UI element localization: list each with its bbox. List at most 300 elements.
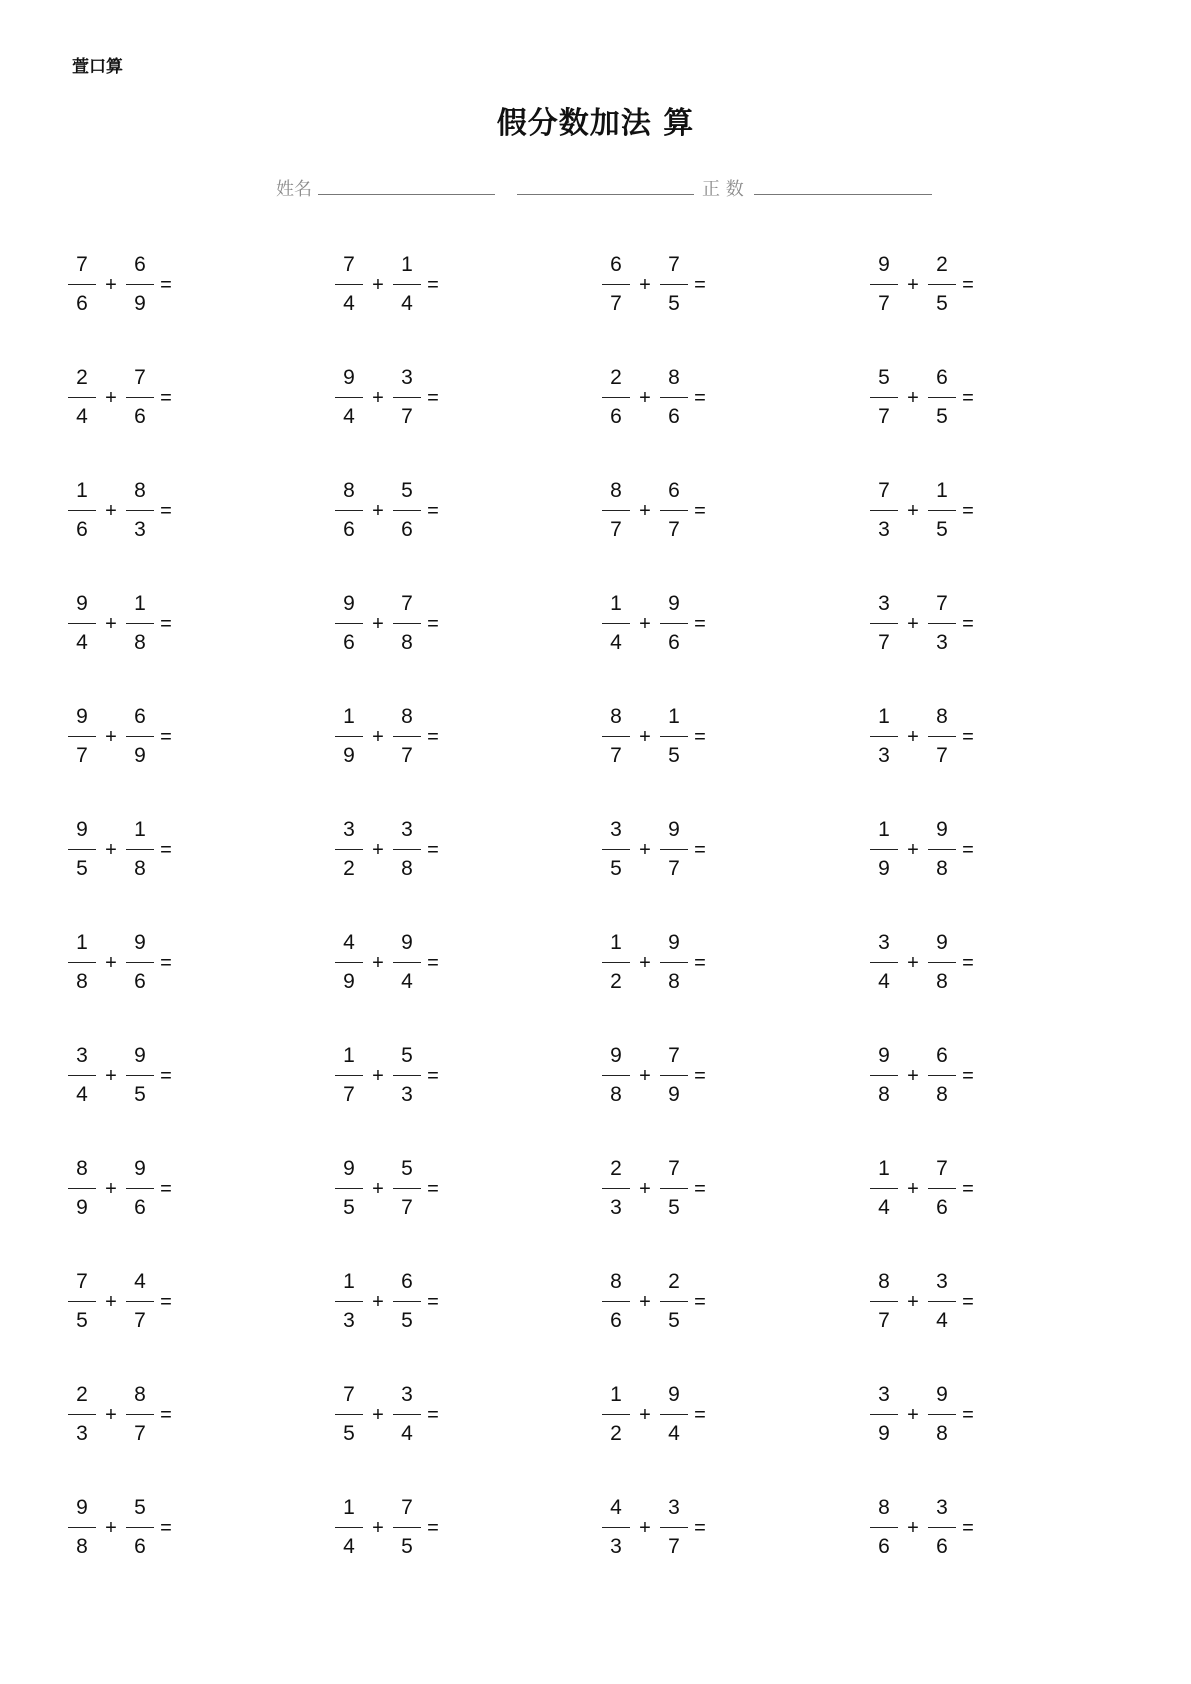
denominator: 4 <box>343 291 355 315</box>
fraction <box>392 253 422 318</box>
equals-sign: = <box>427 951 439 974</box>
problem-item <box>601 1264 711 1340</box>
denominator: 5 <box>936 291 948 315</box>
fraction-bar <box>68 397 96 398</box>
plus-sign: + <box>907 838 919 861</box>
plus-sign: + <box>907 1177 919 1200</box>
problem-item <box>334 1377 444 1453</box>
fraction-bar <box>870 849 898 850</box>
denominator: 4 <box>76 1082 88 1106</box>
fraction-bar <box>393 1188 421 1189</box>
equals-sign: = <box>694 1403 706 1426</box>
plus-sign: + <box>372 1177 384 1200</box>
problem-item <box>334 1038 444 1114</box>
fraction-bar <box>68 284 96 285</box>
fraction <box>869 1270 899 1335</box>
denominator: 3 <box>134 517 146 541</box>
denominator: 9 <box>668 1082 680 1106</box>
denominator: 3 <box>936 630 948 654</box>
numerator: 3 <box>343 817 355 841</box>
denominator: 7 <box>401 743 413 767</box>
fraction <box>601 366 631 431</box>
numerator: 9 <box>610 1043 622 1067</box>
fraction-bar <box>335 736 363 737</box>
fraction <box>601 1383 631 1448</box>
denominator: 5 <box>936 517 948 541</box>
numerator: 7 <box>401 1495 413 1519</box>
denominator: 6 <box>936 1195 948 1219</box>
fraction-bar <box>870 736 898 737</box>
fraction <box>392 479 422 544</box>
plus-sign: + <box>639 1064 651 1087</box>
problem-item <box>869 1038 979 1114</box>
numerator: 3 <box>76 1043 88 1067</box>
fraction-bar <box>68 623 96 624</box>
equals-sign: = <box>427 1177 439 1200</box>
numerator: 7 <box>343 1382 355 1406</box>
numerator: 1 <box>668 704 680 728</box>
numerator: 6 <box>134 704 146 728</box>
problem-item <box>67 1264 177 1340</box>
numerator: 1 <box>134 591 146 615</box>
fraction-bar <box>870 397 898 398</box>
plus-sign: + <box>639 1403 651 1426</box>
plus-sign: + <box>105 612 117 635</box>
denominator: 3 <box>610 1195 622 1219</box>
fraction <box>601 1044 631 1109</box>
fraction-bar <box>660 510 688 511</box>
equals-sign: = <box>160 951 172 974</box>
fraction <box>334 253 364 318</box>
numerator: 9 <box>668 930 680 954</box>
denominator: 6 <box>878 1534 890 1558</box>
denominator: 4 <box>610 630 622 654</box>
numerator: 9 <box>343 1156 355 1180</box>
numerator: 6 <box>936 365 948 389</box>
plus-sign: + <box>105 1177 117 1200</box>
denominator: 7 <box>668 856 680 880</box>
fraction <box>392 1496 422 1561</box>
fraction <box>125 818 155 883</box>
fraction-bar <box>660 1301 688 1302</box>
plus-sign: + <box>372 838 384 861</box>
denominator: 9 <box>134 743 146 767</box>
fraction-bar <box>660 284 688 285</box>
fraction-bar <box>660 736 688 737</box>
fraction <box>659 592 689 657</box>
numerator: 7 <box>134 365 146 389</box>
plus-sign: + <box>372 1403 384 1426</box>
fraction-bar <box>335 1075 363 1076</box>
numerator: 1 <box>343 1043 355 1067</box>
denominator: 7 <box>878 630 890 654</box>
problem-item <box>601 1377 711 1453</box>
denominator: 5 <box>343 1421 355 1445</box>
fraction <box>869 1496 899 1561</box>
fraction-bar <box>126 397 154 398</box>
fraction-bar <box>393 962 421 963</box>
fraction <box>659 1044 689 1109</box>
plus-sign: + <box>372 1290 384 1313</box>
numerator: 3 <box>610 817 622 841</box>
plus-sign: + <box>372 499 384 522</box>
fraction-bar <box>335 1414 363 1415</box>
problem-item <box>67 1151 177 1227</box>
problem-item <box>869 473 979 549</box>
fraction <box>869 592 899 657</box>
plus-sign: + <box>372 612 384 635</box>
page-title: 假分数加法 算 <box>496 106 695 141</box>
denominator: 3 <box>401 1082 413 1106</box>
denominator: 8 <box>610 1082 622 1106</box>
denominator: 6 <box>134 1534 146 1558</box>
fraction <box>392 1044 422 1109</box>
problem-item <box>67 586 177 662</box>
numerator: 9 <box>343 365 355 389</box>
equals-sign: = <box>427 386 439 409</box>
fraction <box>392 705 422 770</box>
denominator: 7 <box>134 1308 146 1332</box>
equals-sign: = <box>962 1064 974 1087</box>
denominator: 3 <box>610 1534 622 1558</box>
denominator: 4 <box>343 1534 355 1558</box>
numerator: 3 <box>936 1495 948 1519</box>
denominator: 7 <box>878 291 890 315</box>
problem-item <box>67 1490 177 1566</box>
numerator: 8 <box>936 704 948 728</box>
fraction-bar <box>126 1075 154 1076</box>
fraction-bar <box>335 1301 363 1302</box>
fraction-bar <box>602 1188 630 1189</box>
fraction <box>392 1270 422 1335</box>
problem-item <box>334 699 444 775</box>
numerator: 9 <box>936 930 948 954</box>
equals-sign: = <box>962 386 974 409</box>
fraction-bar <box>602 962 630 963</box>
problem-item <box>334 1490 444 1566</box>
problem-item <box>67 473 177 549</box>
problem-item <box>67 1377 177 1453</box>
fraction <box>125 931 155 996</box>
numerator: 3 <box>878 930 890 954</box>
equals-sign: = <box>962 951 974 974</box>
denominator: 5 <box>76 1308 88 1332</box>
fraction-bar <box>928 623 956 624</box>
fraction-bar <box>393 849 421 850</box>
fraction <box>392 931 422 996</box>
equals-sign: = <box>962 612 974 635</box>
fraction-bar <box>68 849 96 850</box>
problem-item <box>334 586 444 662</box>
fraction-bar <box>602 284 630 285</box>
equals-sign: = <box>160 386 172 409</box>
fraction-bar <box>393 1075 421 1076</box>
fraction-bar <box>335 284 363 285</box>
fraction <box>334 1270 364 1335</box>
fraction <box>927 705 957 770</box>
numerator: 8 <box>610 478 622 502</box>
equals-sign: = <box>160 1403 172 1426</box>
plus-sign: + <box>372 725 384 748</box>
fraction-bar <box>126 1188 154 1189</box>
equals-sign: = <box>694 499 706 522</box>
fraction <box>927 479 957 544</box>
fraction-bar <box>870 1414 898 1415</box>
fraction <box>659 1270 689 1335</box>
fraction <box>392 592 422 657</box>
problem-item <box>869 247 979 323</box>
equals-sign: = <box>160 499 172 522</box>
plus-sign: + <box>639 725 651 748</box>
numerator: 1 <box>76 478 88 502</box>
denominator: 4 <box>401 291 413 315</box>
denominator: 7 <box>134 1421 146 1445</box>
fraction-bar <box>393 397 421 398</box>
equals-sign: = <box>694 838 706 861</box>
plus-sign: + <box>907 386 919 409</box>
equals-sign: = <box>694 386 706 409</box>
denominator: 8 <box>936 856 948 880</box>
equals-sign: = <box>427 1403 439 1426</box>
denominator: 6 <box>343 630 355 654</box>
numerator: 3 <box>878 1382 890 1406</box>
denominator: 3 <box>878 743 890 767</box>
plus-sign: + <box>105 1516 117 1539</box>
problem-item <box>601 1490 711 1566</box>
fraction <box>659 1383 689 1448</box>
fraction <box>927 253 957 318</box>
fraction <box>334 818 364 883</box>
problem-item <box>601 925 711 1001</box>
fraction <box>67 253 97 318</box>
fraction <box>67 818 97 883</box>
denominator: 6 <box>936 1534 948 1558</box>
fraction <box>334 705 364 770</box>
denominator: 6 <box>610 404 622 428</box>
fraction <box>601 1496 631 1561</box>
fraction-bar <box>126 510 154 511</box>
problem-item <box>67 699 177 775</box>
denominator: 8 <box>878 1082 890 1106</box>
numerator: 7 <box>668 252 680 276</box>
equals-sign: = <box>427 499 439 522</box>
fraction <box>67 1383 97 1448</box>
numerator: 6 <box>668 478 680 502</box>
numerator: 9 <box>401 930 413 954</box>
fraction-bar <box>68 1188 96 1189</box>
fraction-bar <box>335 510 363 511</box>
equals-sign: = <box>694 1177 706 1200</box>
numerator: 1 <box>878 817 890 841</box>
fraction-bar <box>602 1414 630 1415</box>
plus-sign: + <box>907 725 919 748</box>
fraction-bar <box>68 1527 96 1528</box>
fraction-bar <box>393 1414 421 1415</box>
plus-sign: + <box>372 951 384 974</box>
fraction <box>869 931 899 996</box>
fraction <box>392 818 422 883</box>
numerator: 4 <box>343 930 355 954</box>
denominator: 9 <box>343 743 355 767</box>
numerator: 7 <box>76 252 88 276</box>
denominator: 7 <box>610 291 622 315</box>
fraction-bar <box>660 623 688 624</box>
denominator: 8 <box>76 1534 88 1558</box>
fraction <box>67 592 97 657</box>
fraction-bar <box>928 1527 956 1528</box>
fraction <box>67 479 97 544</box>
plus-sign: + <box>105 273 117 296</box>
problem-item <box>869 1490 979 1566</box>
numerator: 8 <box>878 1269 890 1293</box>
denominator: 7 <box>936 743 948 767</box>
fraction <box>869 705 899 770</box>
numerator: 8 <box>668 365 680 389</box>
fraction <box>927 931 957 996</box>
fraction-bar <box>68 736 96 737</box>
numerator: 9 <box>76 591 88 615</box>
equals-sign: = <box>962 1516 974 1539</box>
denominator: 5 <box>668 291 680 315</box>
numerator: 1 <box>76 930 88 954</box>
numerator: 3 <box>401 365 413 389</box>
fraction <box>927 1270 957 1335</box>
denominator: 7 <box>343 1082 355 1106</box>
equals-sign: = <box>427 838 439 861</box>
problem-item <box>601 1151 711 1227</box>
denominator: 6 <box>610 1308 622 1332</box>
equals-sign: = <box>427 1290 439 1313</box>
problem-item <box>67 247 177 323</box>
equals-sign: = <box>962 499 974 522</box>
equals-sign: = <box>160 725 172 748</box>
equals-sign: = <box>694 1290 706 1313</box>
fraction-bar <box>68 1075 96 1076</box>
denominator: 2 <box>610 1421 622 1445</box>
plus-sign: + <box>105 1403 117 1426</box>
problem-item <box>869 1151 979 1227</box>
denominator: 3 <box>878 517 890 541</box>
denominator: 4 <box>878 1195 890 1219</box>
numerator: 1 <box>610 591 622 615</box>
denominator: 8 <box>401 856 413 880</box>
fraction <box>67 1496 97 1561</box>
fraction-bar <box>870 1301 898 1302</box>
numerator: 6 <box>401 1269 413 1293</box>
denominator: 7 <box>401 404 413 428</box>
fraction <box>125 253 155 318</box>
numerator: 4 <box>610 1495 622 1519</box>
fraction-bar <box>602 736 630 737</box>
fraction-bar <box>335 1527 363 1528</box>
equals-sign: = <box>962 273 974 296</box>
fraction <box>601 1157 631 1222</box>
plus-sign: + <box>907 612 919 635</box>
fraction <box>869 366 899 431</box>
fraction-bar <box>928 284 956 285</box>
fraction-bar <box>602 849 630 850</box>
denominator: 4 <box>76 630 88 654</box>
fraction-bar <box>602 397 630 398</box>
correct-count-label: 正 数 <box>702 179 744 200</box>
equals-sign: = <box>160 1177 172 1200</box>
fraction <box>67 366 97 431</box>
equals-sign: = <box>962 1403 974 1426</box>
fraction-bar <box>870 1527 898 1528</box>
denominator: 6 <box>401 517 413 541</box>
problem-item <box>67 1038 177 1114</box>
fraction <box>659 931 689 996</box>
plus-sign: + <box>907 1403 919 1426</box>
denominator: 8 <box>134 630 146 654</box>
numerator: 5 <box>401 478 413 502</box>
fraction <box>927 366 957 431</box>
denominator: 5 <box>401 1534 413 1558</box>
denominator: 2 <box>610 969 622 993</box>
numerator: 9 <box>134 1043 146 1067</box>
denominator: 9 <box>76 1195 88 1219</box>
equals-sign: = <box>694 951 706 974</box>
fraction <box>67 931 97 996</box>
fraction <box>67 1157 97 1222</box>
fraction-bar <box>660 1075 688 1076</box>
denominator: 5 <box>343 1195 355 1219</box>
denominator: 6 <box>134 404 146 428</box>
numerator: 1 <box>936 478 948 502</box>
fraction <box>125 1383 155 1448</box>
problem-item <box>869 360 979 436</box>
equals-sign: = <box>160 838 172 861</box>
numerator: 5 <box>401 1043 413 1067</box>
numerator: 3 <box>936 1269 948 1293</box>
equals-sign: = <box>694 1064 706 1087</box>
numerator: 5 <box>878 365 890 389</box>
fraction-bar <box>126 284 154 285</box>
equals-sign: = <box>962 1177 974 1200</box>
denominator: 4 <box>401 1421 413 1445</box>
fraction-bar <box>126 849 154 850</box>
plus-sign: + <box>907 1290 919 1313</box>
problem-item <box>869 699 979 775</box>
fraction-bar <box>660 397 688 398</box>
numerator: 3 <box>668 1495 680 1519</box>
fraction-bar <box>602 1075 630 1076</box>
fraction-bar <box>126 736 154 737</box>
numerator: 9 <box>76 704 88 728</box>
denominator: 4 <box>936 1308 948 1332</box>
plus-sign: + <box>105 725 117 748</box>
fraction <box>125 592 155 657</box>
fraction <box>927 592 957 657</box>
fraction <box>334 1383 364 1448</box>
denominator: 6 <box>134 969 146 993</box>
numerator: 7 <box>668 1156 680 1180</box>
fraction-bar <box>660 1414 688 1415</box>
equals-sign: = <box>427 725 439 748</box>
fraction-bar <box>393 736 421 737</box>
fraction <box>659 705 689 770</box>
problem-item <box>67 925 177 1001</box>
fraction <box>659 366 689 431</box>
problem-item <box>334 360 444 436</box>
plus-sign: + <box>907 273 919 296</box>
numerator: 9 <box>878 252 890 276</box>
fraction-bar <box>126 1301 154 1302</box>
problem-item <box>67 360 177 436</box>
fraction-bar <box>602 510 630 511</box>
equals-sign: = <box>694 612 706 635</box>
problem-item <box>869 812 979 888</box>
